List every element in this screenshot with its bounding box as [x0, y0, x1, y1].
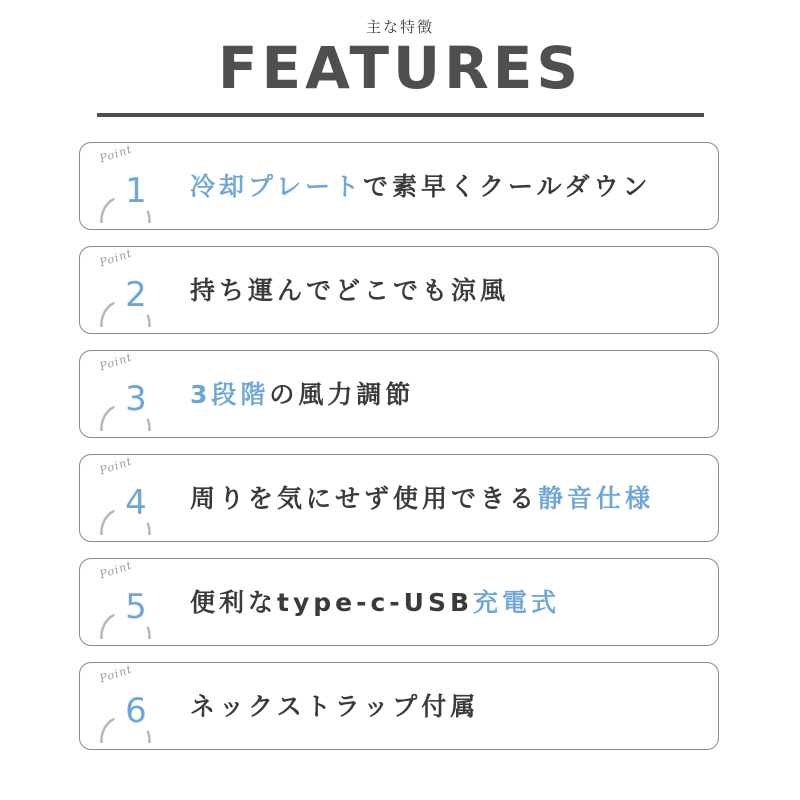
- feature-card: [79, 662, 719, 750]
- feature-text: [190, 351, 414, 439]
- feature-text: [190, 663, 479, 751]
- point-badge: [96, 662, 166, 743]
- feature-text: [190, 559, 560, 647]
- point-number: 5: [125, 587, 147, 627]
- feature-text-part: 持ち運んでどこでも涼風: [190, 276, 510, 305]
- point-number: 4: [125, 483, 147, 523]
- feature-text-part: 便利なtype-c-USB: [190, 588, 474, 617]
- feature-card: [79, 454, 719, 542]
- point-label: Point: [98, 350, 134, 374]
- page-subtitle: 主な特徴: [365, 18, 434, 36]
- feature-text: [190, 455, 654, 543]
- feature-card: [79, 558, 719, 646]
- point-label: Point: [98, 454, 134, 478]
- point-label: Point: [98, 142, 134, 166]
- point-number: 3: [125, 379, 147, 419]
- feature-text-highlight: 3段階: [190, 380, 270, 409]
- point-label: Point: [98, 246, 134, 270]
- feature-card: [79, 142, 719, 230]
- header: [0, 0, 800, 120]
- point-badge: [96, 142, 166, 223]
- feature-card: [79, 350, 719, 438]
- title-underline: [97, 113, 704, 117]
- point-label: Point: [98, 662, 134, 686]
- feature-text-highlight: 静音仕様: [538, 484, 655, 513]
- point-number: 1: [125, 171, 147, 211]
- feature-list: [79, 142, 721, 766]
- point-badge: [96, 558, 166, 639]
- feature-text-highlight: 冷却プレート: [190, 172, 364, 201]
- page-title: FEATURES: [217, 34, 583, 102]
- point-number: 6: [125, 691, 147, 731]
- feature-text-highlight: 充電式: [473, 588, 561, 617]
- feature-text-part: 周りを気にせず使用できる: [190, 484, 539, 513]
- point-badge: [96, 246, 166, 327]
- feature-text: [190, 247, 509, 335]
- feature-text-part: ネックストラップ付属: [190, 692, 480, 721]
- feature-card: [79, 246, 719, 334]
- feature-text-part: で素早くクールダウン: [363, 172, 652, 201]
- point-badge: [96, 454, 166, 535]
- point-badge: [96, 350, 166, 431]
- point-number: 2: [125, 275, 147, 315]
- point-label: Point: [98, 558, 134, 582]
- feature-text-part: の風力調節: [269, 380, 415, 409]
- feature-text: [190, 143, 652, 231]
